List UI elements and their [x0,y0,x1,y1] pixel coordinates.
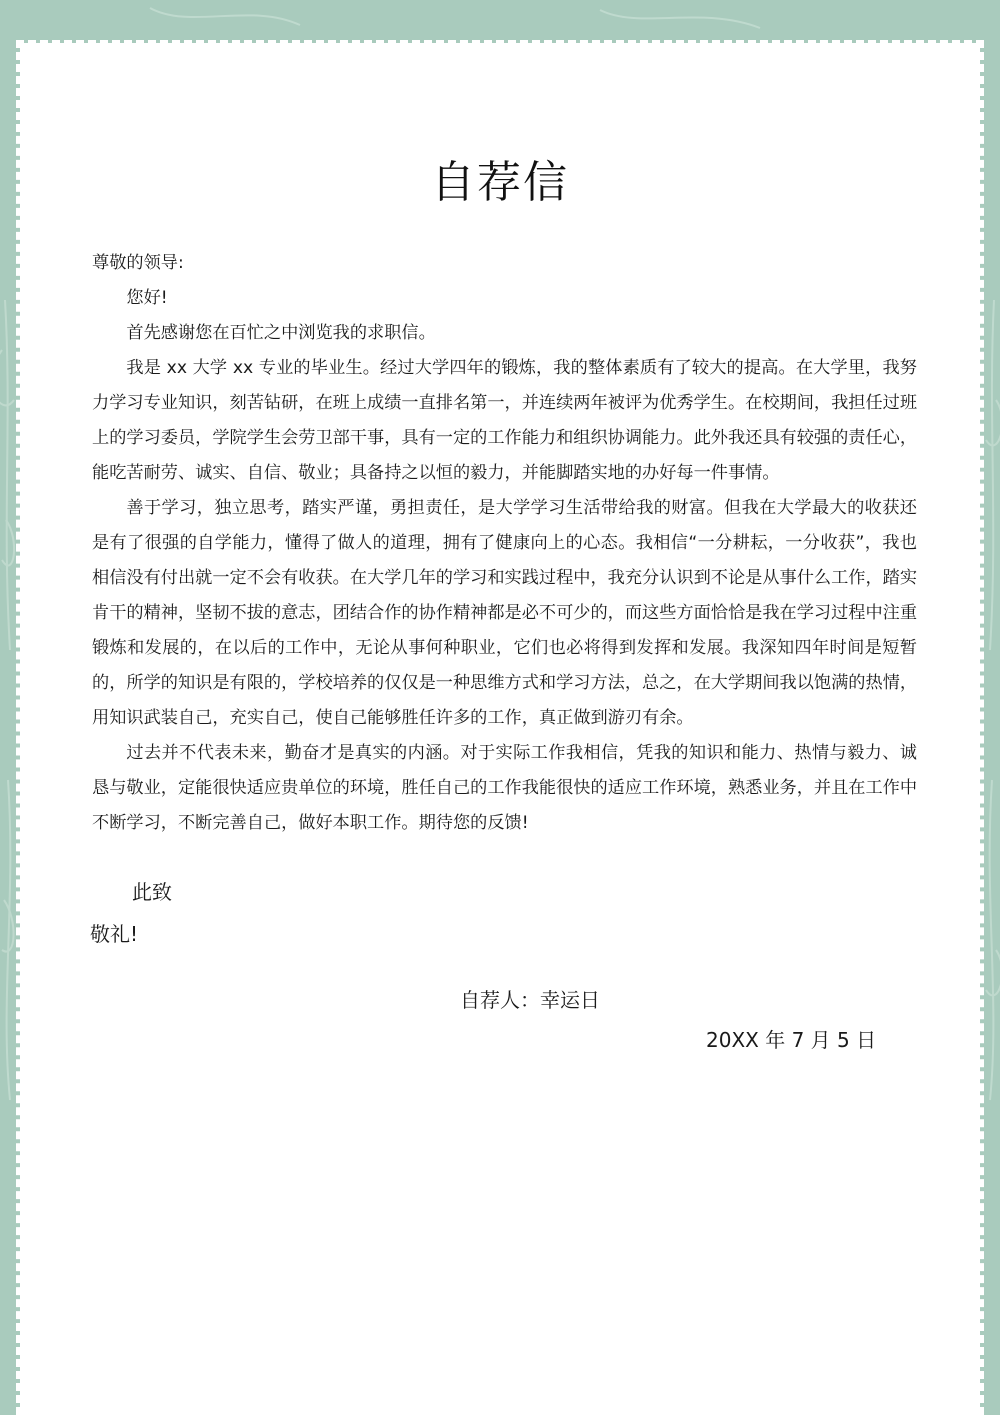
paragraph: 首先感谢您在百忙之中浏览我的求职信。 [126,323,436,343]
paragraph: 我是 xx 大学 xx 专业的毕业生。经过大学四年的锻炼，我的整体素质有了较大的提高。在大学里，我努力学习专业知识，刻苦钻研，在班上成绩一直排名第一，并连续两年被评为优秀学生。在校期间，我担任过班上的学习委员，学院学生会劳卫部干事，具有一定的工作能力和组织协调能力。此外我还具有较强的责任心，能吃苦耐劳、诚实、自信、敬业；具备持之以恒的毅力，并能脚踏实地的办好每一件事情。 [92,358,918,483]
greeting: 尊敬的领导: [92,253,184,273]
letter-date: 20XX 年 7 月 5 日 [706,1028,877,1052]
letter-paper [20,43,980,1415]
paragraph: 过去并不代表未来，勤奋才是真实的内涵。对于实际工作我相信，凭我的知识和能力、热情与毅力、诚恳与敬业，定能很快适应贵单位的环境，胜任自己的工作我能很快的适应工作环境，熟悉业务，并且在工作中不断学习，不断完善自己，做好本职工作。期待您的反馈! [92,743,918,833]
paragraph: 善于学习，独立思考，踏实严谨，勇担责任，是大学学习生活带给我的财富。但我在大学最大的收获还是有了很强的自学能力，懂得了做人的道理，拥有了健康向上的心态。我相信“一分耕耘，一分收获”，我也相信没有付出就一定不会有收获。在大学几年的学习和实践过程中，我充分认识到不论是从事什么工作，踏实肯干的精神，坚韧不拔的意志，团结合作的协作精神都是必不可少的，而这些方面恰恰是我在学习过程中注重锻炼和发展的，在以后的工作中，无论从事何种职业，它们也必将得到发挥和发展。我深知四年时间是短暂的，所学的知识是有限的，学校培养的仅仅是一种思维方式和学习方法，总之，在大学期间我以饱满的热情，用知识武装自己，充实自己，使自己能够胜任许多的工作，真正做到游刃有余。 [92,498,918,728]
signer: 自荐人：幸运日 [460,988,600,1012]
closing-phrase: 此致 [132,880,172,904]
salutation: 您好! [126,288,168,308]
closing-salute: 敬礼! [90,922,139,946]
letter-body [92,246,917,841]
page-title: 自荐信 [431,157,569,208]
